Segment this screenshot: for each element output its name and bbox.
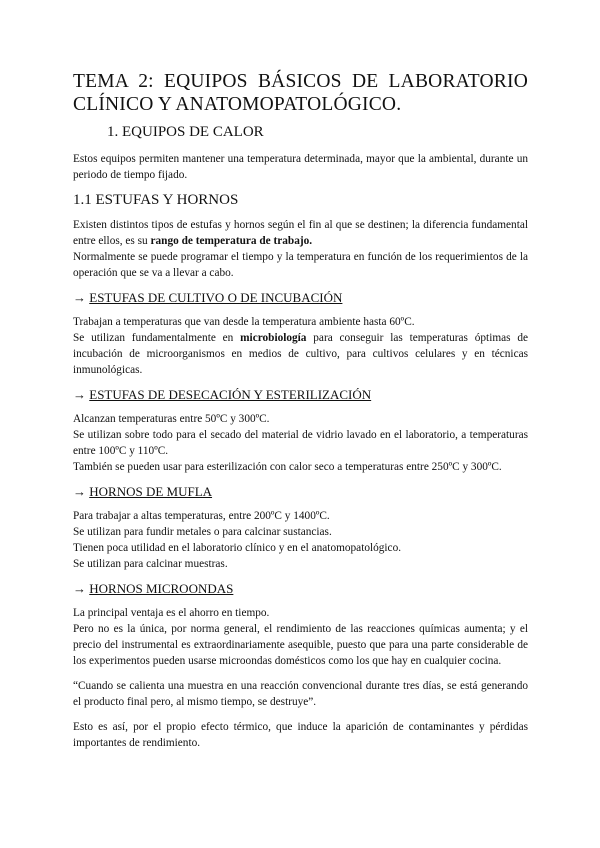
paragraph: Estos equipos permiten mantener una temperatura determinada, mayor que la ambiental, durante un periodo de tiempo fijado. [73, 153, 528, 181]
text-run: Existen distintos tipos de estufas y hornos según el fin al que se destinen; la diferencia fundamental entre ellos, es su [73, 219, 528, 247]
paragraph: Alcanzan temperaturas entre 50ºC y 300ºC. [73, 413, 270, 425]
subheading-label: HORNOS DE MUFLA [89, 484, 213, 499]
subheading-estufas-cultivo [73, 290, 528, 306]
bold-text: rango de temperatura de trabajo. [150, 235, 313, 247]
arrow-icon: → [73, 387, 90, 402]
paragraph: Se utilizan para fundir metales o para calcinar sustancias. [73, 526, 332, 538]
subheading-label: ESTUFAS DE CULTIVO O DE INCUBACIÓN [89, 290, 343, 305]
paragraph: Normalmente se puede programar el tiempo y la temperatura en función de los requerimientos de la operación que se va a llevar a cabo. [73, 251, 528, 279]
subheading-label: ESTUFAS DE DESECACIÓN Y ESTERILIZACIÓN [89, 387, 372, 402]
subheading-hornos-mufla [73, 484, 528, 500]
arrow-icon: → [73, 484, 90, 499]
paragraph: Pero no es la única, por norma general, el rendimiento de las reacciones químicas aumenta; y el precio del instrumental es extraordinariamente asequible, puesto que para una parte considerable de los experimentos pueden usarse microondas domésticos como los que hay en cualquier cocina. [73, 623, 528, 667]
section-hornos-microondas [73, 605, 528, 751]
bold-text: microbiología [240, 332, 307, 344]
text-run: para conseguir las temperaturas óptimas de incubación de microorganismos en medios de cultivo, para cultivos celulares y en técnicas inmunológicas. [73, 332, 528, 376]
section-estufas-desecacion [73, 411, 528, 475]
paragraph: Para trabajar a altas temperaturas, entre 200ºC y 1400ºC. [73, 510, 330, 522]
section-heading-equipos-calor: 1. EQUIPOS DE CALOR [107, 124, 264, 140]
section-heading-estufas-hornos: 1.1 ESTUFAS Y HORNOS [73, 192, 239, 208]
arrow-icon: → [73, 581, 90, 596]
arrow-icon: → [73, 290, 90, 305]
paragraph: Tienen poca utilidad en el laboratorio clínico y en el anatomopatológico. [73, 542, 402, 554]
paragraph: Se utilizan sobre todo para el secado del material de vidrio lavado en el laboratorio, a temperaturas entre 100ºC y 110ºC. [73, 429, 528, 457]
section-estufas-hornos [73, 217, 528, 281]
document-title: TEMA 2: EQUIPOS BÁSICOS DE LABORATORIO CLÍNICO Y ANATOMOPATOLÓGICO. [73, 71, 528, 115]
text-run: Se utilizan fundamentalmente en [73, 332, 241, 344]
paragraph: También se pueden usar para esterilización con calor seco a temperaturas entre 250ºC y 300ºC. [73, 461, 502, 473]
section-estufas-cultivo [73, 314, 528, 378]
quote-paragraph: “Cuando se calienta una muestra en una reacción convencional durante tres días, se está generando el producto final pero, al mismo tiempo, se destruye”. [73, 680, 528, 708]
paragraph: Esto es así, por el propio efecto térmico, que induce la aparición de contaminantes y pérdidas importantes de rendimiento. [73, 721, 528, 749]
paragraph: La principal ventaja es el ahorro en tiempo. [73, 607, 270, 619]
paragraph [73, 330, 528, 378]
paragraph [73, 217, 528, 249]
subheading-hornos-microondas [73, 581, 528, 597]
section-equipos-calor [73, 151, 528, 183]
paragraph: Se utilizan para calcinar muestras. [73, 558, 228, 570]
section-hornos-mufla [73, 508, 528, 572]
subheading-estufas-desecacion [73, 387, 528, 403]
document-page [73, 70, 528, 751]
subheading-label: HORNOS MICROONDAS [89, 581, 234, 596]
paragraph: Trabajan a temperaturas que van desde la temperatura ambiente hasta 60ºC. [73, 316, 415, 328]
